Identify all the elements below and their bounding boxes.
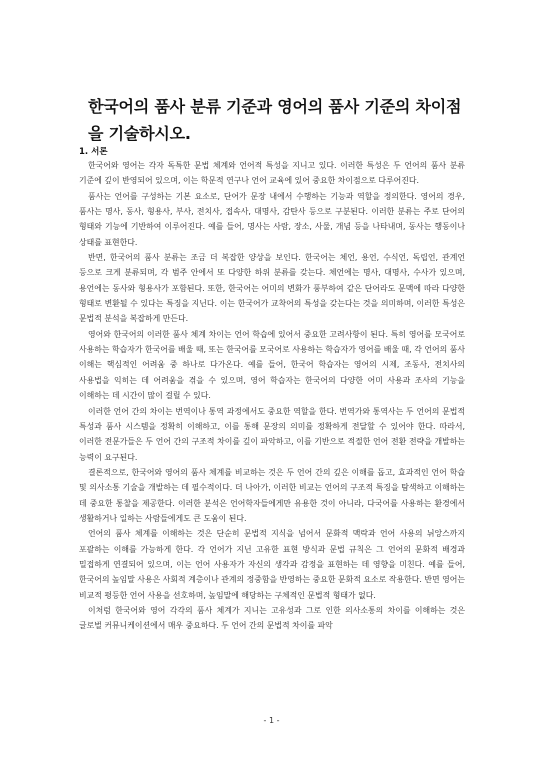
page-number: - 1 - (263, 716, 280, 725)
section-heading: 1. 서론 (79, 147, 108, 157)
paragraph: 언어의 품사 체계를 이해하는 것은 단순히 문법적 지식을 넘어서 문화적 맥락과 언어 사용의 뉘앙스까지 포괄하는 이해를 가능하게 한다. 각 언어가 지닌 고유한 표현 방식과 문법 규칙은 그 언어의 문화적 배경과 밀접하게 연결되어 있으며, 이는 언어 사용자가 자신의 생각과 감정을 표현하는 데 영향을 미친다. 예를 들어, 한국어의 높임말 사용은 사회적 계층이나 관계의 정중함을 반영하는 중요한 문화적 요소로 작용한다. 반면 영어는 비교적 평등한 언어 사용을 선호하며, 높임말에 해당하는 구체적인 문법적 형태가 없다. (79, 529, 465, 600)
paragraph: 한국어와 영어는 각자 독특한 문법 체계와 언어적 특성을 지니고 있다. 이러한 특성은 두 언어의 품사 분류 기준에 깊이 반영되어 있으며, 이는 학문적 연구나 언어 교육에 있어 중요한 차이점으로 다루어진다. (79, 161, 465, 186)
paragraph: 결론적으로, 한국어와 영어의 품사 체계를 비교하는 것은 두 언어 간의 깊은 이해를 돕고, 효과적인 언어 학습 및 의사소통 기술을 개발하는 데 필수적이다. 더 나아가, 이러한 비교는 언어의 구조적 특징을 탐색하고 이해하는 데 중요한 통찰을 제공한다. 이러한 분석은 언어학자들에게만 유용한 것이 아니라, 다국어를 사용하는 환경에서 생활하거나 일하는 사람들에게도 큰 도움이 된다. (79, 467, 465, 523)
paragraph: 이처럼 한국어와 영어 각각의 품사 체계가 지니는 고유성과 그로 인한 의사소통의 차이를 이해하는 것은 글로벌 커뮤니케이션에서 매우 중요하다. 두 언어 간의 문법적 차이를 파악 (79, 605, 465, 631)
document-title: 한국어의 품사 분류 기준과 영어의 품사 기준의 차이점을 기술하시오. (88, 97, 462, 143)
paragraph: 영어와 한국어의 이러한 품사 체계 차이는 언어 학습에 있어서 중요한 고려사항이 된다. 특히 영어를 모국어로 사용하는 학습자가 한국어를 배울 때, 또는 한국어를 모국어로 사용하는 학습자가 영어를 배울 때, 각 언어의 품사 이해는 핵심적인 어려움 중 하나로 다가온다. 예를 들어, 한국어 학습자는 영어의 시제, 조동사, 전치사의 사용법을 익히는 데 어려움을 겪을 수 있으며, 영어 학습자는 한국어의 다양한 어미 사용과 조사의 기능을 이해하는 데 시간이 많이 걸릴 수 있다. (79, 329, 465, 401)
paragraph: 이러한 언어 간의 차이는 번역이나 통역 과정에서도 중요한 역할을 한다. 번역가와 통역사는 두 언어의 문법적 특성과 품사 시스템을 정확히 이해하고, 이를 통해 문장의 의미를 정확하게 전달할 수 있어야 한다. 따라서, 이러한 전문가들은 두 언어 간의 구조적 차이를 깊이 파악하고, 이를 기반으로 적절한 언어 전환 전략을 개발하는 능력이 요구된다. (79, 406, 465, 462)
paragraph: 품사는 언어를 구성하는 기본 요소로, 단어가 문장 내에서 수행하는 기능과 역할을 정의한다. 영어의 경우, 품사는 명사, 동사, 형용사, 부사, 전치사, 접속사, 대명사, 감탄사 등으로 구분된다. 이러한 분류는 주로 단어의 형태와 기능에 기반하여 이루어진다. 예를 들어, 명사는 사람, 장소, 사물, 개념 등을 나타내며, 동사는 행동이나 상태를 표현한다. (79, 191, 465, 247)
document-body (79, 158, 465, 634)
paragraph: 반면, 한국어의 품사 분류는 조금 더 복잡한 양상을 보인다. 한국어는 체언, 용언, 수식언, 독립언, 관계언 등으로 크게 분류되며, 각 범주 안에서 또 다양한 하위 분류를 갖는다. 체언에는 명사, 대명사, 수사가 있으며, 용언에는 동사와 형용사가 포함된다. 또한, 한국어는 어미의 변화가 풍부하여 같은 단어라도 문맥에 따라 다양한 형태로 변환될 수 있다는 특징을 지닌다. 이는 한국어가 교착어의 특성을 갖는다는 것을 의미하며, 이러한 특성은 문법적 분석을 복잡하게 만든다. (79, 253, 465, 324)
